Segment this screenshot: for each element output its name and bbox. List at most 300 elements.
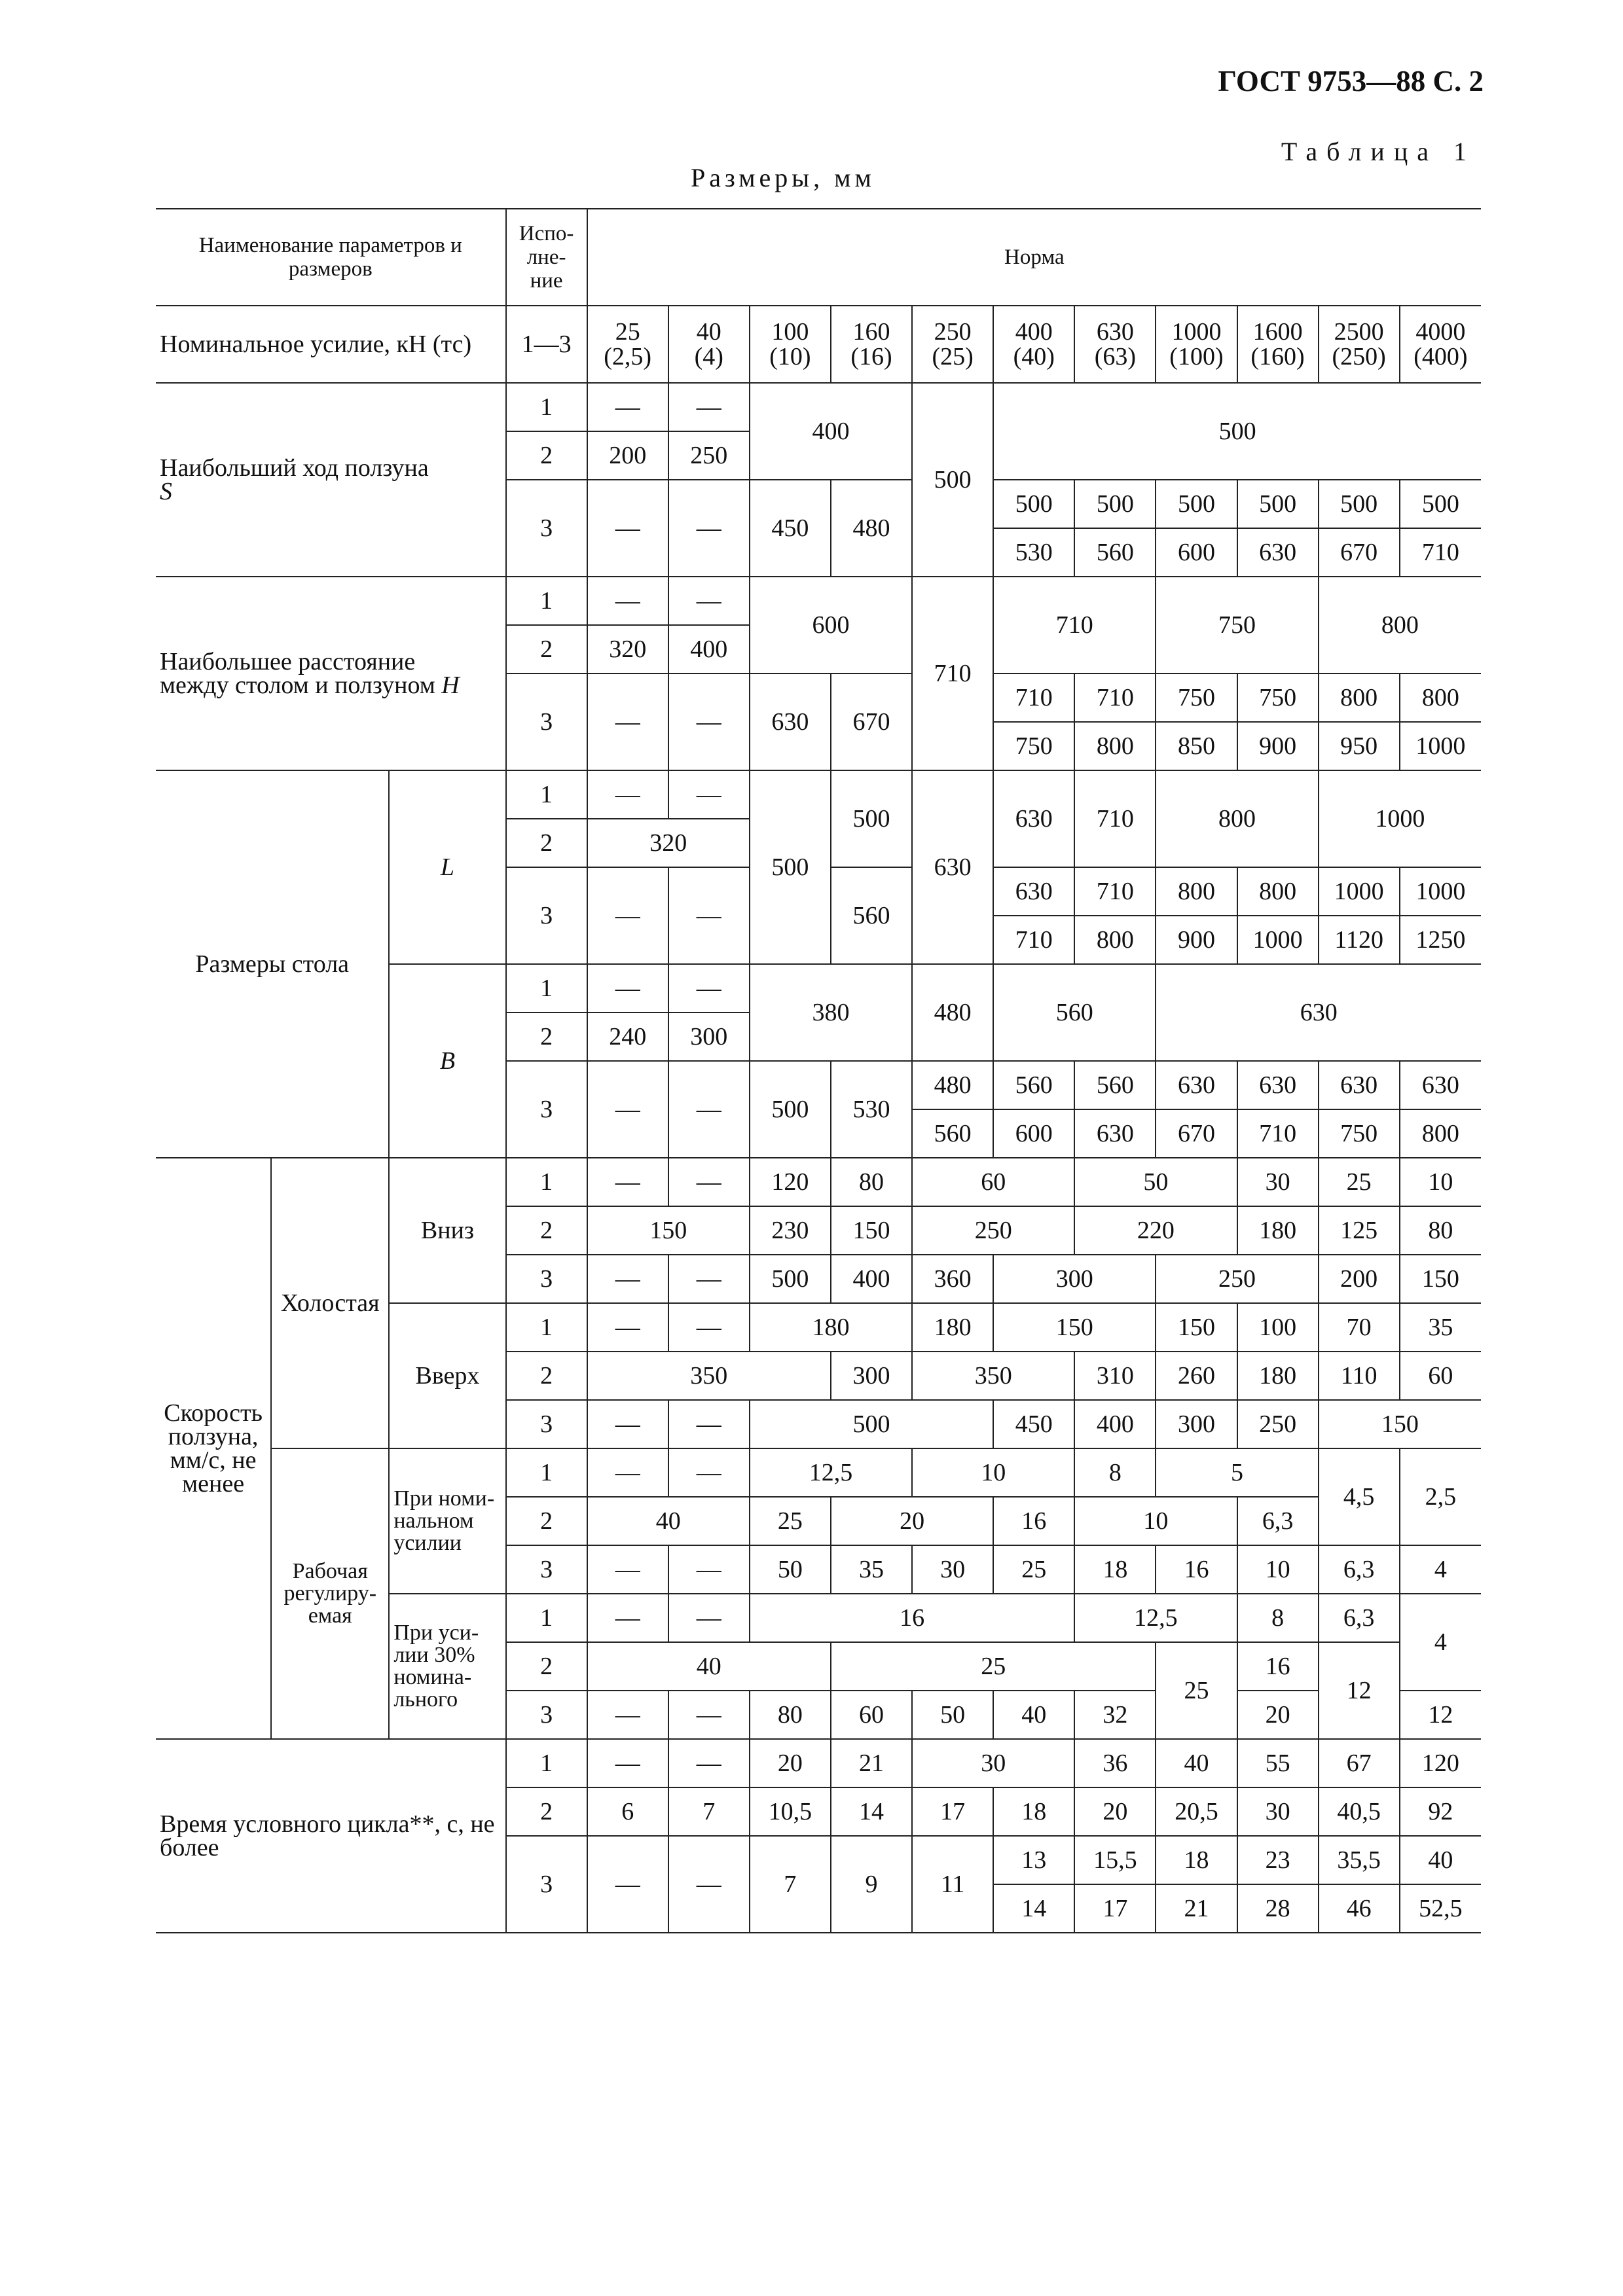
value-cell: 380 (750, 964, 912, 1061)
force-row (156, 306, 1481, 383)
value-cell: 14 (993, 1884, 1074, 1933)
value-cell: 17 (912, 1787, 993, 1836)
table-size-label: Размеры стола (156, 770, 389, 1158)
variant-cell: 3 (506, 1836, 587, 1933)
value-cell: — (668, 1739, 750, 1787)
value-cell: 50 (912, 1691, 993, 1739)
value-cell: — (668, 1400, 750, 1448)
value-cell: 11 (912, 1836, 993, 1933)
value-cell: 850 (1156, 722, 1237, 770)
value-cell: 670 (831, 673, 912, 770)
value-cell: 4 (1400, 1545, 1481, 1594)
value-cell: 600 (1156, 528, 1237, 577)
value-cell: 800 (1156, 867, 1237, 916)
table-label: Таблица 1 (1281, 137, 1476, 166)
value-cell: 6,3 (1319, 1594, 1400, 1642)
value-cell: 10 (1237, 1545, 1319, 1594)
value-cell: 800 (1074, 722, 1156, 770)
value-cell: 2,5 (1400, 1448, 1481, 1545)
value-cell: 120 (1400, 1739, 1481, 1787)
value-cell: 500 (750, 1400, 993, 1448)
value-cell: — (587, 577, 668, 625)
value-cell: 400 (750, 383, 912, 480)
speed-working-label: Рабочая регулиру-емая (271, 1448, 389, 1739)
value-cell: 40 (1156, 1739, 1237, 1787)
value-cell: — (587, 1691, 668, 1739)
value-cell: 450 (750, 480, 831, 577)
value-cell: 40,5 (1319, 1787, 1400, 1836)
value-cell: 750 (1237, 673, 1319, 722)
value-cell: — (668, 577, 750, 625)
variant-cell: 1 (506, 383, 587, 431)
value-cell: 180 (1237, 1352, 1319, 1400)
variant-cell: 2 (506, 625, 587, 673)
table-l-row-1 (156, 770, 1481, 819)
value-cell: — (587, 1594, 668, 1642)
value-cell: — (587, 1255, 668, 1303)
value-cell: 6 (587, 1787, 668, 1836)
variant-cell: 3 (506, 480, 587, 577)
variant-cell: 1 (506, 1594, 587, 1642)
variant-cell: 2 (506, 1206, 587, 1255)
value-cell: 500 (993, 383, 1481, 480)
variant-cell: 3 (506, 1691, 587, 1739)
value-cell: 900 (1156, 916, 1237, 964)
value-cell: 15,5 (1074, 1836, 1156, 1884)
value-cell: — (668, 770, 750, 819)
speed-nom-row-1 (156, 1448, 1481, 1497)
value-cell: 180 (750, 1303, 912, 1352)
value-cell: 13 (993, 1836, 1074, 1884)
variant-cell: 3 (506, 867, 587, 964)
value-cell: 4,5 (1319, 1448, 1400, 1545)
value-cell: — (587, 480, 668, 577)
value-cell: 80 (831, 1158, 912, 1206)
value-cell: 150 (1156, 1303, 1237, 1352)
value-cell: 20 (831, 1497, 993, 1545)
speed-down-label: Вниз (389, 1158, 505, 1303)
distance-row-1 (156, 577, 1481, 625)
value-cell: 23 (1237, 1836, 1319, 1884)
value-cell: 180 (1237, 1206, 1319, 1255)
value-cell: 250 (1156, 1255, 1318, 1303)
value-cell: — (668, 964, 750, 1013)
table-b-symbol: B (389, 964, 505, 1158)
value-cell: 30 (1237, 1787, 1319, 1836)
value-cell: 500 (1237, 480, 1319, 528)
value-cell: 300 (831, 1352, 912, 1400)
force-value: 630 (63) (1074, 306, 1156, 383)
variant-cell: 1 (506, 577, 587, 625)
speed-down-row-1 (156, 1158, 1481, 1206)
value-cell: 800 (1319, 577, 1481, 673)
value-cell: 150 (1400, 1255, 1481, 1303)
value-cell: 16 (1156, 1545, 1237, 1594)
value-cell: 630 (1156, 1061, 1237, 1109)
variant-cell: 2 (506, 1642, 587, 1691)
variant-cell: 1 (506, 1303, 587, 1352)
value-cell: 630 (1156, 964, 1481, 1061)
value-cell: 480 (912, 1061, 993, 1109)
value-cell: 150 (587, 1206, 750, 1255)
table-l-symbol: L (389, 770, 505, 964)
value-cell: 30 (912, 1739, 1074, 1787)
value-cell: 250 (1237, 1400, 1319, 1448)
variant-cell: 1 (506, 1739, 587, 1787)
value-cell: 320 (587, 819, 750, 867)
value-cell: 600 (750, 577, 912, 673)
header-row (156, 209, 1481, 306)
variant-cell: 1 (506, 770, 587, 819)
force-variant: 1—3 (506, 306, 587, 383)
variant-cell: 3 (506, 1255, 587, 1303)
force-value: 25 (2,5) (587, 306, 668, 383)
value-cell: 1000 (1319, 770, 1481, 867)
value-cell: 6,3 (1319, 1545, 1400, 1594)
value-cell: — (668, 673, 750, 770)
value-cell: — (668, 1061, 750, 1158)
value-cell: — (668, 867, 750, 964)
value-cell: 16 (1237, 1642, 1319, 1691)
value-cell: — (587, 964, 668, 1013)
variant-cell: 2 (506, 431, 587, 480)
value-cell: 35 (1400, 1303, 1481, 1352)
value-cell: — (587, 1836, 668, 1933)
value-cell: 710 (993, 673, 1074, 722)
value-cell: 17 (1074, 1884, 1156, 1933)
value-cell: 35 (831, 1545, 912, 1594)
value-cell: 500 (1156, 480, 1237, 528)
value-cell: 1120 (1319, 916, 1400, 964)
value-cell: 500 (750, 1061, 831, 1158)
value-cell: 18 (1156, 1836, 1237, 1884)
value-cell: 500 (912, 383, 993, 577)
value-cell: 400 (831, 1255, 912, 1303)
value-cell: — (587, 770, 668, 819)
variant-cell: 3 (506, 1400, 587, 1448)
value-cell: 20 (750, 1739, 831, 1787)
value-cell: — (587, 1400, 668, 1448)
value-cell: 25 (750, 1497, 831, 1545)
cycle-row-1 (156, 1739, 1481, 1787)
value-cell: 630 (1400, 1061, 1481, 1109)
force-value: 400 (40) (993, 306, 1074, 383)
value-cell: 25 (993, 1545, 1074, 1594)
value-cell: 560 (1074, 1061, 1156, 1109)
value-cell: 630 (1237, 528, 1319, 577)
value-cell: 480 (912, 964, 993, 1061)
value-cell: 200 (587, 431, 668, 480)
value-cell: 50 (1074, 1158, 1237, 1206)
value-cell: 800 (1237, 867, 1319, 916)
force-value: 1000 (100) (1156, 306, 1237, 383)
value-cell: 300 (1156, 1400, 1237, 1448)
parameters-table (156, 208, 1481, 1933)
value-cell: 55 (1237, 1739, 1319, 1787)
value-cell: 92 (1400, 1787, 1481, 1836)
value-cell: 530 (993, 528, 1074, 577)
value-cell: 500 (750, 1255, 831, 1303)
value-cell: 4 (1400, 1594, 1481, 1691)
value-cell: 60 (1400, 1352, 1481, 1400)
value-cell: 450 (993, 1400, 1074, 1448)
value-cell: 5 (1156, 1448, 1318, 1497)
value-cell: 710 (1400, 528, 1481, 577)
value-cell: 1250 (1400, 916, 1481, 964)
speed-pct30-label: При уси-лии 30% номина-льного (389, 1594, 505, 1739)
value-cell: 20 (1074, 1787, 1156, 1836)
value-cell: 100 (1237, 1303, 1319, 1352)
value-cell: 10 (912, 1448, 1074, 1497)
value-cell: — (668, 1448, 750, 1497)
header-param: Наименование параметров и размеров (156, 209, 506, 306)
value-cell: 16 (993, 1497, 1074, 1545)
value-cell: 18 (1074, 1545, 1156, 1594)
variant-cell: 3 (506, 1061, 587, 1158)
value-cell: — (587, 1303, 668, 1352)
value-cell: 800 (1400, 1109, 1481, 1158)
stroke-label: Наибольший ход ползуна S (156, 383, 506, 577)
value-cell: 70 (1319, 1303, 1400, 1352)
value-cell: 530 (831, 1061, 912, 1158)
value-cell: 9 (831, 1836, 912, 1933)
value-cell: 28 (1237, 1884, 1319, 1933)
value-cell: 630 (1237, 1061, 1319, 1109)
value-cell: 240 (587, 1013, 668, 1061)
value-cell: — (668, 1691, 750, 1739)
value-cell: 12 (1319, 1642, 1400, 1739)
value-cell: 25 (1319, 1158, 1400, 1206)
value-cell: 80 (750, 1691, 831, 1739)
variant-cell: 2 (506, 819, 587, 867)
value-cell: 18 (993, 1787, 1074, 1836)
value-cell: 8 (1074, 1448, 1156, 1497)
value-cell: 46 (1319, 1884, 1400, 1933)
value-cell: — (587, 383, 668, 431)
value-cell: 560 (993, 964, 1156, 1061)
value-cell: 500 (1400, 480, 1481, 528)
value-cell: 800 (1156, 770, 1318, 867)
value-cell: 110 (1319, 1352, 1400, 1400)
value-cell: 600 (993, 1109, 1074, 1158)
value-cell: 60 (831, 1691, 912, 1739)
value-cell: 630 (993, 770, 1074, 867)
value-cell: 630 (750, 673, 831, 770)
value-cell: 300 (993, 1255, 1156, 1303)
value-cell: 400 (668, 625, 750, 673)
value-cell: 320 (587, 625, 668, 673)
force-value: 2500 (250) (1319, 306, 1400, 383)
value-cell: 360 (912, 1255, 993, 1303)
value-cell: 710 (912, 577, 993, 770)
variant-cell: 1 (506, 964, 587, 1013)
value-cell: 8 (1237, 1594, 1319, 1642)
value-cell: 560 (1074, 528, 1156, 577)
value-cell: 1000 (1400, 722, 1481, 770)
value-cell: 750 (1156, 673, 1237, 722)
value-cell: 350 (587, 1352, 831, 1400)
value-cell: 40 (993, 1691, 1074, 1739)
value-cell: 35,5 (1319, 1836, 1400, 1884)
value-cell: 14 (831, 1787, 912, 1836)
variant-cell: 2 (506, 1787, 587, 1836)
value-cell: — (587, 1739, 668, 1787)
value-cell: — (587, 867, 668, 964)
value-cell: 32 (1074, 1691, 1156, 1739)
value-cell: 250 (912, 1206, 1074, 1255)
value-cell: 52,5 (1400, 1884, 1481, 1933)
value-cell: 800 (1319, 673, 1400, 722)
value-cell: 630 (1319, 1061, 1400, 1109)
value-cell: 150 (831, 1206, 912, 1255)
value-cell: 300 (668, 1013, 750, 1061)
value-cell: 1000 (1400, 867, 1481, 916)
value-cell: 900 (1237, 722, 1319, 770)
value-cell: 710 (1074, 770, 1156, 867)
variant-cell: 1 (506, 1448, 587, 1497)
force-value: 40 (4) (668, 306, 750, 383)
value-cell: 7 (668, 1787, 750, 1836)
value-cell: 220 (1074, 1206, 1237, 1255)
value-cell: — (668, 1545, 750, 1594)
value-cell: — (668, 1594, 750, 1642)
value-cell: 80 (1400, 1206, 1481, 1255)
variant-cell: 2 (506, 1352, 587, 1400)
value-cell: 750 (1319, 1109, 1400, 1158)
page-header: ГОСТ 9753—88 С. 2 (1218, 65, 1484, 98)
value-cell: 310 (1074, 1352, 1156, 1400)
value-cell: 670 (1319, 528, 1400, 577)
value-cell: 200 (1319, 1255, 1400, 1303)
variant-cell: 3 (506, 1545, 587, 1594)
value-cell: 710 (1074, 673, 1156, 722)
speed-nominal-label: При номи-нальном усилии (389, 1448, 505, 1594)
value-cell: 670 (1156, 1109, 1237, 1158)
value-cell: 500 (1074, 480, 1156, 528)
value-cell: 12,5 (1074, 1594, 1237, 1642)
value-cell: 30 (912, 1545, 993, 1594)
stroke-row-1 (156, 383, 1481, 431)
value-cell: 6,3 (1237, 1497, 1319, 1545)
value-cell: 150 (1319, 1400, 1481, 1448)
force-value: 1600 (160) (1237, 306, 1319, 383)
value-cell: — (587, 1448, 668, 1497)
speed-up-label: Вверх (389, 1303, 505, 1448)
value-cell: 750 (1156, 577, 1318, 673)
value-cell: 21 (1156, 1884, 1237, 1933)
value-cell: 400 (1074, 1400, 1156, 1448)
value-cell: 750 (993, 722, 1074, 770)
value-cell: 500 (750, 770, 831, 964)
value-cell: 500 (1319, 480, 1400, 528)
value-cell: 10 (1400, 1158, 1481, 1206)
value-cell: 25 (1156, 1642, 1237, 1739)
units-label: Размеры, мм (691, 163, 875, 192)
value-cell: 60 (912, 1158, 1074, 1206)
value-cell: 800 (1400, 673, 1481, 722)
value-cell: 10 (1074, 1497, 1237, 1545)
value-cell: — (668, 383, 750, 431)
distance-label: Наибольшее расстояние между столом и ползуном H (156, 577, 506, 770)
value-cell: 560 (993, 1061, 1074, 1109)
value-cell: 950 (1319, 722, 1400, 770)
value-cell: 350 (912, 1352, 1074, 1400)
value-cell: 50 (750, 1545, 831, 1594)
value-cell: 40 (587, 1497, 750, 1545)
value-cell: 500 (831, 770, 912, 867)
value-cell: — (668, 1158, 750, 1206)
header-variant: Испо- лне- ние (506, 209, 587, 306)
value-cell: 250 (668, 431, 750, 480)
header-norm: Норма (587, 209, 1481, 306)
value-cell: 10,5 (750, 1787, 831, 1836)
value-cell: 630 (912, 770, 993, 964)
value-cell: 12,5 (750, 1448, 912, 1497)
value-cell: 1000 (1319, 867, 1400, 916)
value-cell: 20 (1237, 1691, 1319, 1739)
value-cell: 630 (993, 867, 1074, 916)
value-cell: 800 (1074, 916, 1156, 964)
value-cell: — (587, 1545, 668, 1594)
value-cell: — (668, 480, 750, 577)
value-cell: 12 (1400, 1691, 1481, 1739)
value-cell: 710 (993, 916, 1074, 964)
variant-cell: 2 (506, 1013, 587, 1061)
cycle-label: Время условного цикла**, с, не более (156, 1739, 506, 1933)
value-cell: 150 (993, 1303, 1156, 1352)
value-cell: 710 (993, 577, 1156, 673)
value-cell: 630 (1074, 1109, 1156, 1158)
value-cell: 20,5 (1156, 1787, 1237, 1836)
value-cell: 1000 (1237, 916, 1319, 964)
variant-cell: 1 (506, 1158, 587, 1206)
value-cell: — (587, 673, 668, 770)
value-cell: 120 (750, 1158, 831, 1206)
value-cell: — (587, 1158, 668, 1206)
value-cell: 180 (912, 1303, 993, 1352)
force-value: 250 (25) (912, 306, 993, 383)
value-cell: — (668, 1255, 750, 1303)
speed-idle-label: Холостая (271, 1158, 389, 1448)
value-cell: — (668, 1836, 750, 1933)
value-cell: 30 (1237, 1158, 1319, 1206)
value-cell: 16 (750, 1594, 1074, 1642)
value-cell: 67 (1319, 1739, 1400, 1787)
variant-cell: 2 (506, 1497, 587, 1545)
value-cell: 25 (831, 1642, 1156, 1691)
value-cell: 560 (831, 867, 912, 964)
value-cell: 260 (1156, 1352, 1237, 1400)
value-cell: 7 (750, 1836, 831, 1933)
value-cell: 230 (750, 1206, 831, 1255)
value-cell: 480 (831, 480, 912, 577)
value-cell: 21 (831, 1739, 912, 1787)
force-value: 4000 (400) (1400, 306, 1481, 383)
value-cell: 710 (1074, 867, 1156, 916)
value-cell: — (587, 1061, 668, 1158)
value-cell: 500 (993, 480, 1074, 528)
value-cell: 710 (1237, 1109, 1319, 1158)
force-value: 160 (16) (831, 306, 912, 383)
value-cell: 40 (1400, 1836, 1481, 1884)
force-label: Номинальное усилие, кН (тс) (156, 306, 506, 383)
speed-label: Скорость ползуна, мм/с, не менее (156, 1158, 271, 1739)
value-cell: 36 (1074, 1739, 1156, 1787)
value-cell: — (668, 1303, 750, 1352)
value-cell: 40 (587, 1642, 831, 1691)
force-value: 100 (10) (750, 306, 831, 383)
value-cell: 125 (1319, 1206, 1400, 1255)
